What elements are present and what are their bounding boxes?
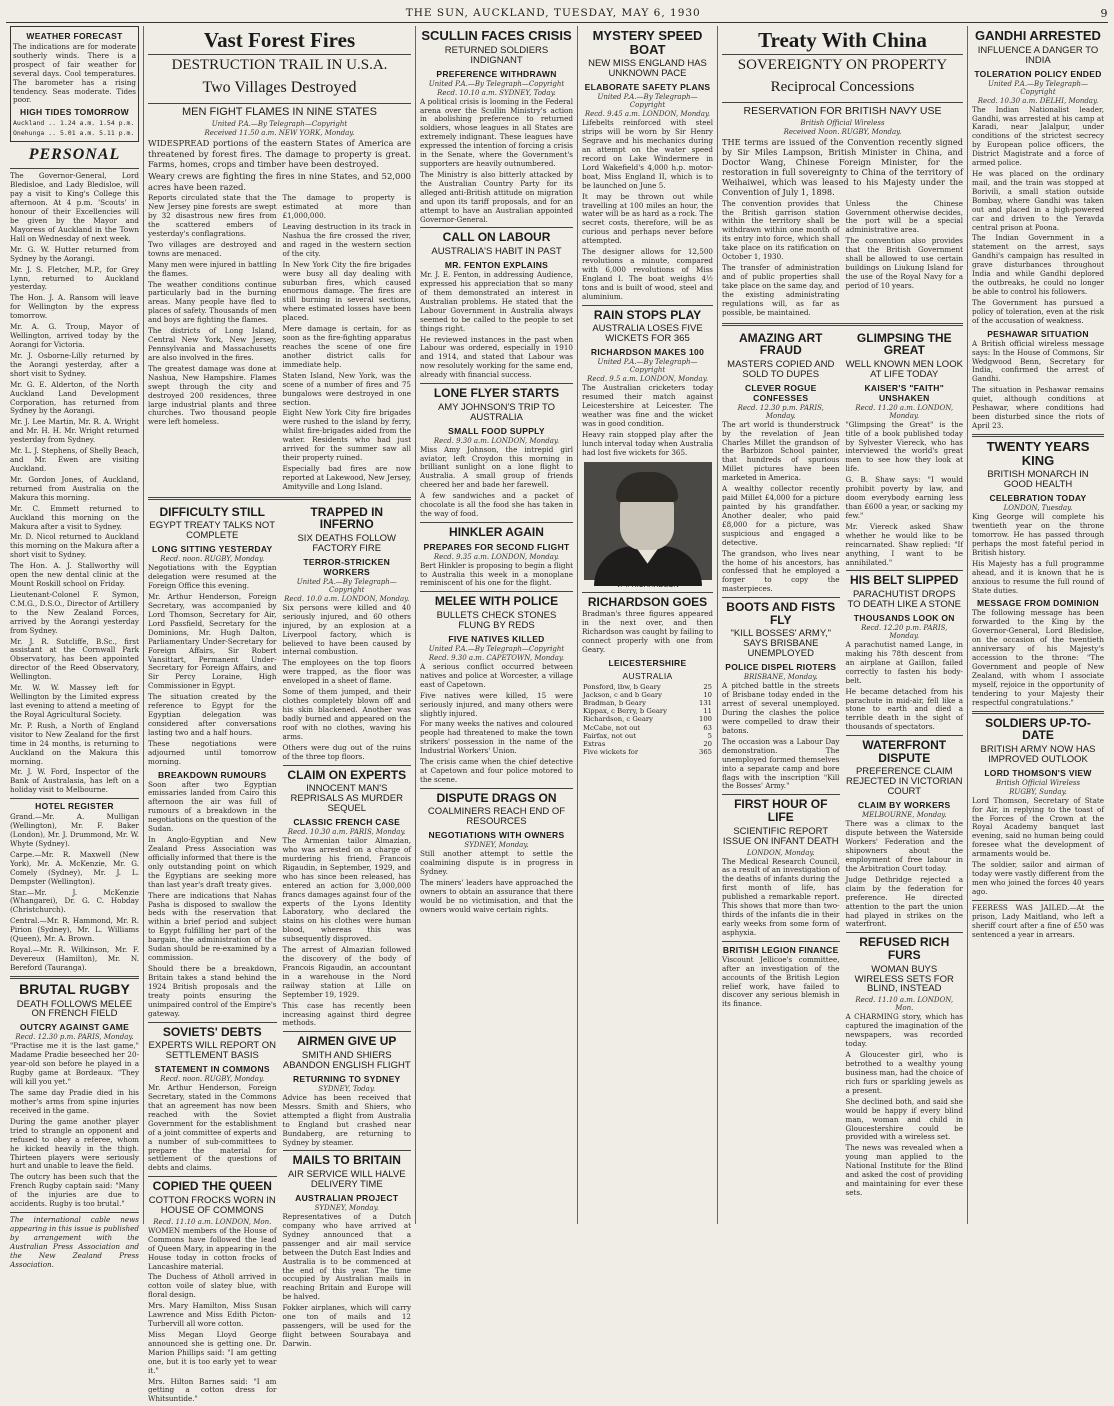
soldiers-sub: BRITISH ARMY NOW HAS IMPROVED OUTLOOK <box>980 743 1096 765</box>
hinkler-sub: PREPARES FOR SECOND FLIGHT <box>423 541 570 552</box>
soldiers-heading: SOLDIERS UP-TO-DATE <box>985 715 1091 743</box>
page-number: 9 <box>1100 6 1108 20</box>
mystery-heading: MYSTERY SPEED BOAT <box>592 28 703 57</box>
column-5 <box>718 26 968 1224</box>
furs-para: A CHARMING story, which has captured the imagination of the newspapers, was recorded today. <box>845 1012 963 1049</box>
personal-para: Lieutenant-Colonel F. Symon, C.M.G., D.S.O., Director of Artillery to the New Zealand Forces, arrived by the Aorangi yesterday from Sydney. <box>10 589 139 635</box>
melee-para: A serious conflict occurred between natives and police at Worcester, a village east of Capetown. <box>420 661 573 689</box>
forest-fires-lead: WIDESPREAD portions of the eastern States of America are threatened by forest fires. The damage to property is great. Farms, homes, crops and timber have been destroyed. <box>148 138 411 169</box>
column-3 <box>416 26 578 1224</box>
forest-fires-para: In New York City the fire brigades were busy all day dealing with suburban fires, which caused enormous damage. The fires are still burning in several sections, where estimated losses have been placed. <box>282 259 411 323</box>
difficulty-tag2: BREAKDOWN RUMOURS <box>157 769 267 780</box>
forest-fires-sub3: MEN FIGHT FLAMES IN NINE STATES <box>182 105 377 118</box>
airmen-dateline: SYDNEY, Today. <box>318 1084 376 1093</box>
glimpsing-para: Mr. Viereck asked Shaw whether he would like to be reincarnated. Shaw replied: "If anything, I want to be annihilated." <box>845 521 963 567</box>
gandhi-tag2: PESHAWAR SITUATION <box>987 328 1089 339</box>
hotel-register-heading: HOTEL REGISTER <box>35 801 114 812</box>
forest-fires-para: The weather conditions continue particularly bad in the burning areas. Many people have fled to places of safety. Thousands of men and boys are fighting the flames. <box>148 279 277 325</box>
gandhi-tag: TOLERATION POLICY ENDED <box>974 68 1102 79</box>
hotel-entry: Carpe.—Mr. R. Maxwell (New York), Mr. A. McKenzie, Mr. G. Comely (Sydney), Mr. J. L. Dempster (Wellington). <box>10 849 139 886</box>
trapped-sub: SIX DEATHS FOLLOW FACTORY FIRE <box>297 532 397 554</box>
first-hour-heading: FIRST HOUR OF LIFE <box>734 797 828 824</box>
art-fraud-tag: CLEVER ROGUE CONFESSES <box>744 382 817 403</box>
twenty-years-tag: CELEBRATION TODAY <box>989 493 1087 504</box>
personal-para: Mr. P. Rush, a North of England visitor to New Zealand for the first time in 24 months, is returning to Auckland on the Makura this morning. <box>10 720 139 766</box>
mystery-para: It may be thrown out while travelling at 100 miles an hour, the water will be as hard as a rock. The secret costs, therefore, will be as curious and perhaps never before attempted. <box>582 191 713 246</box>
difficulty-dateline: Recd. noon. RUGBY, Monday. <box>160 555 265 564</box>
tides-title: HIGH TIDES TOMORROW <box>20 107 129 118</box>
dispute-tag: NEGOTIATIONS WITH OWNERS <box>428 830 565 841</box>
rain-sub: AUSTRALIA LOSES FIVE WICKETS FOR 365 <box>592 323 703 345</box>
rain-para: The Australian cricketers today resumed their match against Leicestershire at Leicester. The weather was fine and the wicket was in good condition. <box>582 383 713 428</box>
scoreboard-table <box>582 683 713 756</box>
mystery-para: The designer allows for 12,500 revolutions a minute, compared with 6,000 revolutions of Miss England I. The boat weighs 4½ tons and is built of wood, steel and aluminium. <box>582 247 713 301</box>
hotel-entry: Central.—Mr. R. Hammond, Mr. R. Pirion (Sydney), Mr. L. Williams (Queen), Mr. A. Brown. <box>10 916 139 944</box>
table-row: Kippax, c Berry, b Geary 11 <box>583 707 712 716</box>
china-sub2: Reciprocal Concessions <box>770 78 915 95</box>
trapped-dateline: United P.A.—By Telegraph—Copyright <box>296 577 397 594</box>
hinkler-heading: HINKLER AGAIN <box>449 525 544 540</box>
tide-onehunga: Onehunga .. 5.01 a.m. 5.11 p.m. <box>13 129 135 138</box>
trapped-para: Some of them jumped, and their clothes completely blown off and his skin blackened. Another was badly burned and appeared on the roof with no clothes, waving his arms. <box>282 687 411 741</box>
airmen-para: Advice has been received that Messrs. Smith and Shiers, who attempted a flight from Australia to England but crashed near Bundaberg, are returning to Sydney by steamer. <box>282 1092 411 1147</box>
copied-queen-sub: COTTON FROCKS WORN IN HOUSE OF COMMONS <box>148 1194 276 1216</box>
furs-para: The news was revealed when a young man applied to the National Institute for the Blind and asked the cost of providing and maintaining for ever these sets. <box>845 1143 963 1197</box>
forest-fires-para: Leaving destruction in its track in Nashua the fire crossed the river, and raged in the western section of the city. <box>282 222 411 258</box>
twenty-years-heading: TWENTY YEARS KING <box>986 438 1090 468</box>
hinkler-dateline: Recd. 9.35 a.m. LONDON, Monday. <box>433 552 560 561</box>
belt-dateline: Recd. 12.20 p.m. PARIS, Monday. <box>861 623 948 640</box>
trapped-tag: TERROR-STRICKEN WORKERS <box>303 556 391 577</box>
claim-heading: CLAIM ON EXPERTS <box>287 767 407 782</box>
table-row: Richardson, c Geary 100 <box>583 715 712 724</box>
airmen-heading: AIRMEN GIVE UP <box>297 1034 397 1049</box>
personal-para: Mr. J. Osborne-Lilly returned by the Aorangi yesterday, after a short visit to Sydney. <box>10 350 139 378</box>
trapped-place: Recd. 10.0 a.m. LONDON, Monday. <box>284 594 410 603</box>
column-4 <box>578 26 718 1224</box>
scullin-tag: PREFERENCE WITHDRAWN <box>436 68 557 79</box>
belt-para: A parachutist named Lange, in making his 78th descent from an airplane at Gaillon, failed correctly to fasten his body-belt. <box>845 639 963 685</box>
melee-tag: FIVE NATIVES KILLED <box>448 633 545 644</box>
melee-para: For many weeks the natives and coloured people had threatened to make the town strikers' possession in the name of the Industrial Workers' Union. <box>420 719 573 756</box>
glimpsing-para: "Glimpsing the Great" is the title of a book published today by Sylvester Viereck, who has interviewed the world's great men to see how they look at life. <box>845 419 963 474</box>
gandhi-para: The Government has pursued a policy of toleration, even at the risk of the accusation of weakness. <box>972 297 1104 325</box>
richardson-goes-heading: RICHARDSON GOES <box>587 594 708 609</box>
china-para: Unless the Chinese Government otherwise decides, the port will be a special administrative area. <box>845 198 963 235</box>
first-hour-para: The Medical Research Council, as a result of an investigation of the deaths of infants during the first month of life, has published a remarkable report. This shows that more than two-thirds of the infants die in their early weeks from some form of asphyxia. <box>722 856 840 937</box>
brutal-rugby-tag: OUTCRY AGAINST GAME <box>19 1022 130 1033</box>
furs-para: A Gloucester girl, who is betrothed to a wealthy young business man, had the choice of rich furs or sparkling jewels as a present. <box>845 1050 963 1095</box>
rain-tag: RICHARDSON MAKES 100 <box>590 347 705 358</box>
boots-tag: POLICE DISPEL RIOTERS <box>725 662 837 673</box>
british-legion-para: Viscount Jellicoe's committee, after an investigation of the accounts of the British Legion relief work, have failed to discover any serious blemish in its finance. <box>722 954 840 1009</box>
copied-queen-para: Mrs. Mary Hamilton, Miss Susan Lawrence and Miss Edith Picton-Turbervill all wore cotton. <box>148 1301 277 1329</box>
personal-para: Mr. G. E. Alderton, of the North Auckland Land Development Corporation, has returned from Sydney by the Aorangi. <box>10 379 139 416</box>
airmen-tag: RETURNING TO SYDNEY <box>292 1073 401 1084</box>
art-fraud-sub: MASTERS COPIED AND SOLD TO DUPES <box>727 358 835 380</box>
forest-fires-para: The districts of Long Island, Central New York, New Jersey, Pennsylvania and Massachusetts are also involved in the fires. <box>148 326 277 362</box>
table-row: Ponsford, lbw, b Geary 25 <box>583 682 712 691</box>
personal-para: Mr. Gordon Jones, of Auckland, returned from Australia on the Makura this morning. <box>10 474 139 502</box>
claim-dateline: Recd. 10.30 a.m. PARIS, Monday. <box>287 828 406 837</box>
hotel-entry: Grand.—Mr. A. Mulligan (Wellington), Mr. F. Baker (London), Mr. J. Drummond, Mr. W. Whyte (Sydney). <box>10 812 139 848</box>
china-para: THE terms are issued of the Convention recently signed by Sir Miles Lampson, British Minister in China, and Doctor Wang, Chinese Foreign Minister, for the restoration in full sovereignty to China of the territory of Weihaiwei, which was leased to his Majesty under the Convention of July 1, 1898. <box>722 136 963 198</box>
table-row: Jackson, c and b Geary 10 <box>583 690 712 699</box>
column-6 <box>968 26 1108 1224</box>
waterfront-heading: WATERFRONT DISPUTE <box>862 738 947 765</box>
scullin-para: The Ministry is also bitterly attacked by the Australian Country Party for its alleged anti-British attitude on migration and upon its tariff proposals, and for an attempt to have an Australian appointed Governor-General. <box>420 169 573 224</box>
claim-para: The arrest of Almazian followed the discovery of the body of Francois Rigaudin, an accountant in a warehouse in the Nord railway station at Lille on September 19, 1929. <box>282 945 411 999</box>
waterfront-para: Judge Dethridge rejected a claim by the federation for preference. He directed attention to the part the union had played in strikes on the waterfront. <box>845 874 963 929</box>
brutal-rugby-sub: DEATH FOLLOWS MELEE ON FRENCH FIELD <box>16 998 133 1020</box>
scores-title: LEICESTERSHIRE <box>608 657 687 668</box>
lone-flyer-para: A few sandwiches and a packet of chocolate is all the food she has taken in the way of food. <box>420 491 573 519</box>
mystery-dateline: United P.A.—By Telegraph—Copyright <box>597 93 698 110</box>
melee-para: Five natives were killed, 15 were seriously injured, and many others were slightly injured. <box>420 690 573 718</box>
soviets-heading: SOVIETS' DEBTS <box>162 1024 262 1039</box>
glimpsing-para: G. B. Shaw says: "I would prohibit poverty by law, and doom everybody earning less than £600 a year, or sacking my few." <box>845 475 963 520</box>
claim-tag: CLASSIC FRENCH CASE <box>293 817 401 828</box>
glimpsing-heading: GLIMPSING THE GREAT <box>856 330 952 358</box>
china-para: The convention also provides that the British Government shall be allowed to use certain buildings on Liukung Island for the use of the Royal Navy for a period of 10 years. <box>845 236 963 290</box>
trapped-para: The employees on the top floors were trapped, as the floor was enveloped in a sheet of flame. <box>282 658 411 686</box>
dispute-para: Still another attempt to settle the coalmining dispute is in progress in Sydney. <box>420 849 573 877</box>
gandhi-dateline: United P.A.—By Telegraph—Copyright <box>987 79 1089 96</box>
copied-queen-para: The Duchess of Atholl arrived in cotton voile of slatey blue, with floral design. <box>148 1272 277 1300</box>
scores-sub: AUSTRALIA <box>622 670 673 681</box>
twenty-years-sub: BRITISH MONARCH IN GOOD HEALTH <box>987 469 1089 491</box>
personal-para: The Hon. J. A. Ransom will leave for Wellington by the express tomorrow. <box>10 293 139 321</box>
soviets-dateline: Recd. noon. RUGBY, Monday. <box>160 1075 265 1084</box>
personal-para: Mr. C. Emmett returned to Auckland this morning on the Makura after a visit to Sydney. <box>10 503 139 531</box>
china-para: The transfer of administration and of public properties shall take place on the same day, and the existing administrating regulations will, as far as possible, be maintained. <box>722 263 840 317</box>
brutal-rugby-para: The outcry has been such that the French Rugby captain said: "Many of the injuries are due to accidents. Rugby is too brutal." <box>10 1172 139 1209</box>
soldiers-dateline: British Official Wireless <box>995 778 1081 787</box>
gandhi-para2: A British official wireless message says: In the House of Commons, Sir Wedgwood Benn, Secretary for India, confirmed the arrest of Gandhi. <box>972 338 1104 384</box>
table-row: Bradman, b Geary 131 <box>583 699 712 708</box>
difficulty-para: Negotiations with the Egyptian delegation were resumed at the Foreign Office this evening. <box>148 563 277 591</box>
twenty-years-para: King George will complete his twentieth year on the throne tomorrow. He has passed through perhaps the most fateful period in British history. <box>972 512 1104 557</box>
airmen-sub: SMITH AND SHIERS ABANDON ENGLISH FLIGHT <box>282 1050 411 1071</box>
furs-sub: WOMAN BUYS WIRELESS SETS FOR BLIND, INSTEAD <box>854 963 954 995</box>
belt-heading: HIS BELT SLIPPED <box>850 573 959 588</box>
labour-para: He reviewed instances in the past when Labour was ordered, especially in 1910 and 1914, and stated that Labour was now resolutely working for the same end, already with financial success. <box>420 334 573 380</box>
boots-para: A pitched battle in the streets of Brisbane today ended in the arrest of several unemployed. During the clashes the police were compelled to draw their batons. <box>722 681 840 735</box>
art-fraud-dateline: Recd. 12.30 p.m. PARIS, Monday. <box>737 403 824 420</box>
boots-para: The occasion was a Labour Day demonstration. The unemployed formed themselves into a separate camp and bore flags with the inscription "Kill the Bosses' Army." <box>722 736 840 791</box>
weather-text: The indications are for moderate southerly winds. There is a prospect of fair weather for several days. Cool temperatures. The barometer has a rising tendency. Seas moderate. Tides poor. <box>13 41 136 105</box>
weather-title: WEATHER FORECAST <box>26 31 123 41</box>
difficulty-para: Mr. Arthur Henderson, Foreign Secretary, was accompanied by Lord Thomson, Secretary for Air, Lord Passfield, Secretary for the Dominions, Mr. Hugh Dalton, Parliamentary Under-Secretary for Foreign Affairs, Sir Robert Vansittart, Permanent Under-Secretary for Foreign Affairs, and Sir Percy Loraine, High Commissioner in Egypt. <box>148 592 277 691</box>
belt-sub: PARACHUTIST DROPS TO DEATH LIKE A STONE <box>847 589 961 611</box>
masthead-title: THE SUN, AUCKLAND, TUESDAY, MAY 6, 1930 <box>405 7 701 19</box>
hotel-entry: Star.—Mr. J. McKenzie (Whangarei), Dr. G. C. Hobday (Christchurch). <box>10 887 139 915</box>
copied-queen-heading: COPIED THE QUEEN <box>152 1179 272 1194</box>
mails-heading: MAILS TO BRITAIN <box>292 1153 401 1168</box>
difficulty-para2: Should there be a breakdown, Britain takes a stand behind the 1924 British proposals and the treaty points ensuring the unimpaired control of the Empire's gateway. <box>148 964 277 1018</box>
forest-fires-para: Staten Island, New York, was the scene of a number of fires and 75 bungalows were destroyed in one section. <box>282 370 411 407</box>
difficulty-tag: LONG SITTING YESTERDAY <box>152 544 273 555</box>
weather-forecast-box <box>10 26 139 142</box>
hotel-entry: Royal.—Mr. R. Wilkinson, Mr. F. Devereux (Hamilton), Mr. N. Bereford (Tauranga). <box>10 945 139 972</box>
personal-para: The Hon. A. J. Stallworthy will open the new dental clinic at the Mount Roskill school on Friday. <box>10 561 139 589</box>
twenty-years-para2: The following message has been forwarded to the King by the Governor-General, Lord Bledisloe, on the occasion of the twentieth anniversary of his Majesty's accession to the throne: "The Government and people of New Zealand, with whom I associate myself, rejoice in the opportunity of tendering to your Majesty their respectful congratulations." <box>972 608 1104 707</box>
rain-place: Recd. 9.5 a.m. LONDON, Monday. <box>587 375 708 384</box>
personal-para: Mr. L. J. Stephens, of Shelly Beach, and Mr. Ewen are visiting Auckland. <box>10 446 139 473</box>
personal-para: Mr. J. W. Ford, Inspector of the Bank of Australasia, has left on a holiday visit to Melbourne. <box>10 767 139 795</box>
brutal-rugby-para: During the game another player tried to strangle an opponent and refused to obey a referee, whom he kicked heavily in the thigh. Thirteen players were seriously hurt and unable to leave the field. <box>10 1116 139 1171</box>
boots-dateline: BRISBANE, Monday. <box>743 673 818 682</box>
forest-fires-para: Reports circulated state that the New Jersey pine forests are swept by 32 disastrous new fires from the scattered embers of yesterday's conflagrations. <box>148 193 277 238</box>
personal-para: The Governor-General, Lord Bledisloe, and Lady Bledisloe, will pay a visit to King's College this afternoon. At 4 p.m. 'Scouts' in honour of their Excellencies will be given by the Mayor and Mayoress of Auckland in the Town Hall on Wednesday of next week. <box>10 171 139 243</box>
forest-fires-sub1: DESTRUCTION TRAIL IN U.S.A. <box>171 57 388 74</box>
twenty-years-para: His Majesty has a full programme ahead, and it is known that he is anxious to resume the full round of State duties. <box>972 558 1104 595</box>
british-legion-heading: BRITISH LEGION FINANCE <box>722 944 839 955</box>
scullin-heading: SCULLIN FACES CRISIS <box>421 28 572 43</box>
mails-tag: AUSTRALIAN PROJECT <box>295 1193 399 1203</box>
glimpsing-tag: KAISER'S "FAITH" UNSHAKEN <box>864 382 945 403</box>
forest-fires-sub2: Two Villages Destroyed <box>202 78 357 96</box>
waterfront-para: There was a climax to the dispute between the Waterside Workers' Federation and the shipowners about the employment of free labour in the Arbitration Court today. <box>845 819 963 873</box>
furs-heading: REFUSED RICH FURS <box>859 935 950 962</box>
mystery-tag: ELABORATE SAFETY PLANS <box>584 82 711 93</box>
boots-heading: BOOTS AND FISTS FLY <box>726 600 836 627</box>
personal-para: Mr. J. S. Fletcher, M.P., for Grey Lynn, returned to Auckland yesterday. <box>10 264 139 292</box>
china-place: Received Noon. RUGBY, Monday. <box>783 127 902 136</box>
china-dateline: British Official Wireless <box>800 118 885 127</box>
dispute-heading: DISPUTE DRAGS ON <box>436 790 557 805</box>
art-fraud-para: The grandson, who lives near the home of his ancestors, has confessed that he employed a forger to copy the masterpieces. <box>722 548 840 594</box>
richardson-goes-para: Bradman's three figures appeared in the next over, and then Richardson was caught by failing to connect properly with one from Geary. <box>582 609 713 654</box>
dispute-para: The miners' leaders have approached the owners to obtain an assurance that there would be no victimisation, and that the owners would waive certain rights. <box>420 878 573 914</box>
personal-para: Mr. G. W. Hutter returned from Sydney by the Aorangi. <box>10 244 139 263</box>
china-para: The convention provides that the British garrison station within the territory shall be withdrawn within one month of its entry into force, which shall take place on its ratification on October 1, 1930. <box>722 198 840 262</box>
brutal-rugby-para: The same day Pradie died in his mother's arms from spine injuries received in the game. <box>10 1088 139 1115</box>
first-hour-dateline: LONDON, Monday. <box>746 848 815 857</box>
masthead <box>6 4 1108 23</box>
forest-fires-dateline: United P.A.—By Telegraph—Copyright <box>211 120 348 129</box>
brutal-rugby-heading: BRUTAL RUGBY <box>19 980 130 997</box>
lone-flyer-para: Miss Amy Johnson, the intrepid girl aviator, left Croydon this morning in brilliant sunlight on a lone flight to Australia. A small group of friends cheered her and bade her farewell. <box>420 444 573 490</box>
difficulty-sub: EGYPT TREATY TALKS NOT COMPLETE <box>149 520 276 542</box>
china-heading: Treaty With China <box>758 28 927 52</box>
difficulty-para2: Soon after two Egyptian emissaries landed from Cairo this afternoon the air was full of rumours of a breakdown in the negotiations on the question of the Sudan. <box>148 779 277 834</box>
forest-fires-para: Eight New York City fire brigades were rushed to the island by ferry, whilst fire-brigades aided from the water. Residents who had just arrived for the summer saw all their property ruined. <box>282 408 411 463</box>
gandhi-place: Recd. 10.30 a.m. DELHI, Monday. <box>977 96 1099 105</box>
copied-queen-para: WOMEN members of the House of Commons have followed the lead of Queen Mary, in appearing in the House today in cotton frocks of Lancashire material. <box>148 1225 277 1271</box>
claim-para: The Armenian tailor Almazian, who was arrested on a charge of murdering his friend, Francois Rigaudin, in September, 1929, and who has since been released, has entered an action for 3,000,000 francs damages against four of the experts of the Lyons Identity Laboratory, who declared the stains on his clothes were human blood, whereas this was subsequently disproved. <box>282 836 411 944</box>
scullin-dateline: United P.A.—By Telegraph—Copyright <box>428 79 565 88</box>
claim-sub: INNOCENT MAN'S REPRISALS AS MURDER SEQUEL <box>290 783 403 815</box>
forest-fires-para: The greatest damage was done at Nashua, New Hampshire. Flames swept through the city and destroyed 200 residences, three large industrial plants and three churches. Two thousand people were left homeless. <box>148 363 277 427</box>
gandhi-para: He was placed on the ordinary mail, and the train was stopped at Borivili, a small station outside Bombay, where Gandhi was taken out and placed in a high-powered car and driven to the Yeravda central prison at Poona. <box>972 169 1104 232</box>
tide-auckland: Auckland .. 1.24 a.m. 1.54 p.m. <box>13 119 135 128</box>
melee-sub: BULLETS CHECK STONES FLUNG BY REDS <box>436 609 557 631</box>
personal-para: Mr. A. G. Troup, Mayor of Wellington, arrived today by the Aorangi for Victoria. <box>10 322 139 349</box>
melee-para: The crisis came when the chief detective at Capetown and four police motored to the scene. <box>420 757 573 784</box>
trapped-para: Six persons were killed and 40 seriously injured, and 60 others injured, by an explosion at a Liverpool factory, which is believed to have been caused by internal combustion. <box>282 602 411 657</box>
soviets-tag: STATEMENT IN COMMONS <box>154 1064 270 1075</box>
richardson-photo <box>584 462 712 580</box>
copied-queen-para: Mrs. Hilton Barnes said: "I am getting a cotton dress for Whitsuntide." <box>148 1376 277 1404</box>
mails-para: Fokker airplanes, which will carry one ton of mails and 12 passengers, will be used for the flight between Sourabaya and Darwin. <box>282 1303 411 1348</box>
lone-flyer-sub: AMY JOHNSON'S TRIP TO AUSTRALIA <box>437 401 556 423</box>
forest-fires-lead2: Weary crews are fighting the fires in nine States, and 52,000 acres have been razed. <box>148 171 411 192</box>
trapped-para: Others were dug out of the ruins of the three top floors. <box>282 742 411 761</box>
forest-fires-para: Especially bad fires are now reported at Lakewood, New Jersey, Amityville and Long Island. <box>282 463 411 491</box>
soldiers-place: RUGBY, Sunday. <box>1009 787 1067 796</box>
rain-dateline: United P.A.—By Telegraph—Copyright <box>597 358 698 375</box>
lone-flyer-dateline: Recd. 9.30 a.m. LONDON, Monday. <box>433 436 560 445</box>
rain-heading: RAIN STOPS PLAY <box>593 307 702 322</box>
forest-fires-para: Two villages are destroyed and towns are menaced. <box>148 239 277 258</box>
melee-place: Recd. 9.30 a.m. CAPETOWN, Monday. <box>428 653 565 662</box>
labour-tag: MR. FENTON EXPLAINS <box>444 260 549 271</box>
difficulty-para: The situation created by the reference to Egypt for the Egyptian delegation was considered after conversations lasting two and a half hours. <box>148 692 277 737</box>
forest-fires-place: Received 11.50 a.m. NEW YORK, Monday. <box>204 129 355 138</box>
labour-sub: AUSTRALIA'S HABIT IN PAST <box>431 246 562 258</box>
glimpsing-sub: WELL KNOWN MEN LOOK AT LIFE TODAY <box>845 358 963 380</box>
difficulty-para2: In Anglo-Egyptian and New Zealand Press Association was officially informed that there is the only outstanding point on which the Egyptians are seeking more than last year's draft treaty gives. <box>148 835 277 889</box>
brutal-rugby-dateline: Recd. 12.30 p.m. PARIS, Monday. <box>15 1033 134 1042</box>
gandhi-para: The Indian Nationalist leader, Gandhi, was arrested at his camp at Karadi, near Jalalpur, under conditions of the strictest secrecy by European police officers, the District Magistrate and a force of armed police. <box>972 104 1104 168</box>
brief-para: FEERESS WAS JAILED.—At the prison, Lady Maitland, who left a sheriff court after a fine of £50 was sentenced a year in arrears. <box>972 902 1104 939</box>
labour-para: Mr. J. E. Fenton, in addressing Audience, expressed his appreciation that so many of them demonstrated an interest in Australian problems. He stated that the Labour Government in Australia always seemed to be called to the people to set things right. <box>420 270 573 333</box>
soviets-sub: EXPERTS WILL REPORT ON SETTLEMENT BASIS <box>148 1040 276 1062</box>
personal-heading: PERSONAL <box>28 146 121 164</box>
twenty-years-dateline: LONDON, Tuesday. <box>1003 504 1073 513</box>
difficulty-para2: There are indications that Nahas Pasha is disposed to swallow the beds with the reservation that within a brief period and subject to Egypt fulfilling her part of the bargain, the administration of the Sudan should be re-examined by a commission. <box>148 890 277 963</box>
personal-para: Mr. D. Nicol returned to Auckland this morning on the Makura after a short visit to Sydney. <box>10 532 139 560</box>
rain-para: Heavy rain stopped play after the lunch interval today when Australia had lost five wickets for 365. <box>582 429 713 457</box>
press-footnote: The international cable news appearing in this issue is published by arrangement with the Australian Press Association and the New Zealand Press Association. <box>10 1215 139 1269</box>
dispute-sub: COALMINERS REACH END OF RESOURCES <box>427 806 566 828</box>
personal-para: Mr. W. W. Massey left for Wellington by the Limited express last evening to attend a meeting of the Royal Agricultural Society. <box>10 683 139 719</box>
personal-para: Mr. J. R. Sutcliffe, B.Sc., first assistant at the Cornwall Park Observatory, has been appointed director of the Reed Observatory, Wellington. <box>10 636 139 682</box>
scullin-place: Recd. 10.10 a.m. SYDNEY, Today. <box>437 88 556 97</box>
hinkler-para: Bert Hinkler is proposing to begin a flight to Australia this week in a monoplane reminiscent of his one for the flight. <box>420 560 573 588</box>
mails-para: Representatives of a Dutch company who have arrived at Sydney announced that a passenger and air mail service between the Dutch East Indies and Australia is to be commenced at the end of this year. The time occupied by Australian mails in reaching Britain and Europe will be halved. <box>282 1212 411 1302</box>
mails-sub: AIR SERVICE WILL HALVE DELIVERY TIME <box>287 1169 406 1191</box>
soldiers-para: The soldier, sailor and airman of today were vastly different from the men who joined the forces 40 years ago. <box>972 860 1104 896</box>
gandhi-heading: GANDHI ARRESTED <box>975 28 1101 43</box>
art-fraud-para: A wealthy collector recently paid Millet £4,000 for a picture painted by his grandfather. Another dealer, who paid £8,000 for a picture, was suspicious and engaged a detective. <box>722 484 840 547</box>
belt-para: He became detached from his parachute in mid-air, fell like a stone to earth and died a terrible death in the sight of thousands of spectators. <box>845 686 963 732</box>
furs-para: She declined both, and said she would be happy if every blind man, woman and child in Gloucestershire could be provided with a wireless set. <box>845 1096 963 1142</box>
claim-para: This case has recently been increasing against third degree methods. <box>282 1000 411 1028</box>
twenty-years-tag2: MESSAGE FROM DOMINION <box>977 598 1099 609</box>
waterfront-sub: PREFERENCE CLAIM REJECTED IN VICTORIAN COURT <box>846 766 963 798</box>
scullin-para: A political crisis is looming in the Federal arena over the Scullin Ministry's action in abolishing preference to returned soldiers, whose leagues in all States are extremely indignant. These leagues have expressed the intention of forcing a crisis in the Senate, where the Government's supporters are heavily outnumbered. <box>420 96 573 169</box>
table-row: Five wickets for 365 <box>583 748 712 757</box>
dispute-dateline: SYDNEY, Monday. <box>464 841 529 850</box>
waterfront-tag: CLAIM BY WORKERS <box>858 800 951 811</box>
furs-dateline: Recd. 11.10 a.m. LONDON, Mon. <box>855 996 954 1013</box>
forest-fires-para: Mere damage is certain, for as soon as the fire-fighting apparatus reaches the scene of one fire another district calls for immediate help. <box>282 324 411 369</box>
first-hour-sub: SCIENTIFIC REPORT ISSUE ON INFANT DEATH <box>722 825 839 847</box>
column-2 <box>144 26 416 1404</box>
art-fraud-para: The art world is thunderstruck by the revelation of Jean Charles Millet the grandson of the Barbizon School painter, that hundreds of spurious Millet pictures have been marketed in America. <box>722 419 840 483</box>
lone-flyer-tag: SMALL FOOD SUPPLY <box>448 425 545 436</box>
soldiers-para: Lord Thomson, Secretary of State for Air, in replying to the toast of the Forces of the Crown at the Royal Academy banquet last evening, said no human being could foresee what the development of armaments would be. <box>972 795 1104 859</box>
copied-queen-dateline: Recd. 11.10 a.m. LONDON, Mon. <box>153 1217 272 1226</box>
melee-dateline: United P.A.—By Telegraph—Copyright <box>428 644 565 653</box>
column-1 <box>6 26 144 1269</box>
mystery-place: Recd. 9.45 a.m. LONDON, Monday. <box>584 110 711 119</box>
forest-fires-para: The damage to property is estimated at more than £1,000,000. <box>282 193 411 221</box>
glimpsing-dateline: Recd. 11.20 a.m. LONDON, Monday. <box>855 403 954 420</box>
table-row: Fairfax, not out 5 <box>583 731 712 740</box>
waterfront-dateline: MELBOURNE, Monday. <box>861 811 947 820</box>
difficulty-heading: DIFFICULTY STILL <box>159 504 266 519</box>
table-row: Extras 20 <box>583 739 712 748</box>
lone-flyer-heading: LONE FLYER STARTS <box>433 386 560 401</box>
boots-sub: "KILL BOSSES' ARMY," SAYS BRISBANE UNEMPLOYED <box>730 628 831 660</box>
forest-fires-heading: Vast Forest Fires <box>203 28 356 52</box>
melee-heading: MELEE WITH POLICE <box>434 594 559 609</box>
china-sub1: SOVEREIGNTY ON PROPERTY <box>737 57 948 74</box>
soldiers-tag: LORD THOMSON'S VIEW <box>984 767 1092 778</box>
gandhi-para: The Indian Government in a statement on the arrest, says Gandhi's campaign has resulted in grave disturbances throughout India and while Gandhi deplored the outbreaks, he could no longer be able to control his followers. <box>972 233 1104 297</box>
table-row: McCabe, not out 63 <box>583 723 712 732</box>
brutal-rugby-para: "Practise me it is the last game," Madame Pradie beseeched her 20-year-old son before he played in a Rugby game at Bordeaux. "They will kill you yet." <box>10 1041 139 1087</box>
copied-queen-para: Miss Megan Lloyd George announced she is getting one. Dr. Marion Phillips said: "I am getting one, but it is too early yet to wear it." <box>148 1329 277 1375</box>
difficulty-para: These negotiations were adjourned until tomorrow morning. <box>148 738 277 766</box>
mystery-sub: NEW MISS ENGLAND HAS UNKNOWN PACE <box>588 58 707 80</box>
personal-para: Mr. J. Lee Martin, Mr. R. A. Wright and Mr. H. H. Mr. Wright returned yesterday from Sydney. <box>10 417 139 445</box>
scullin-sub: RETURNED SOLDIERS INDIGNANT <box>444 44 549 66</box>
gandhi-sub: INFLUENCE A DANGER TO INDIA <box>977 44 1099 66</box>
soviets-para: Mr. Arthur Henderson, Foreign Secretary, stated in the Commons that an agreement has now been reached with the Soviet Government for the establishment of a joint committee of experts and a number of sub-committees to prepare the material for settlement of the questions of debts and claims. <box>148 1083 277 1173</box>
gandhi-para2: The situation in Peshawar remains quiet, although conditions at Peshawar, where conditions had been disturbed since the riots of April 23. <box>972 385 1104 430</box>
labour-heading: CALL ON LABOUR <box>442 230 551 245</box>
china-sub3: RESERVATION FOR BRITISH NAVY USE <box>743 104 942 117</box>
mystery-para: Lifebelts reinforced with steel strips will be worn by Sir Henry Segrave and his mechanics during an attempt on the water speed record on Lake Windermere in Lord Wakefield's 4,000 h.p. motor-boat, Miss England II, which is to be launched on June 5. <box>582 118 713 190</box>
forest-fires-para: Many men were injured in battling the flames. <box>148 259 277 278</box>
belt-tag: THOUSANDS LOOK ON <box>853 612 955 623</box>
trapped-heading: TRAPPED IN INFERNO <box>310 504 384 532</box>
columns <box>6 26 1108 1404</box>
art-fraud-heading: AMAZING ART FRAUD <box>738 330 823 358</box>
mails-dateline: SYDNEY, Monday. <box>314 1204 379 1212</box>
